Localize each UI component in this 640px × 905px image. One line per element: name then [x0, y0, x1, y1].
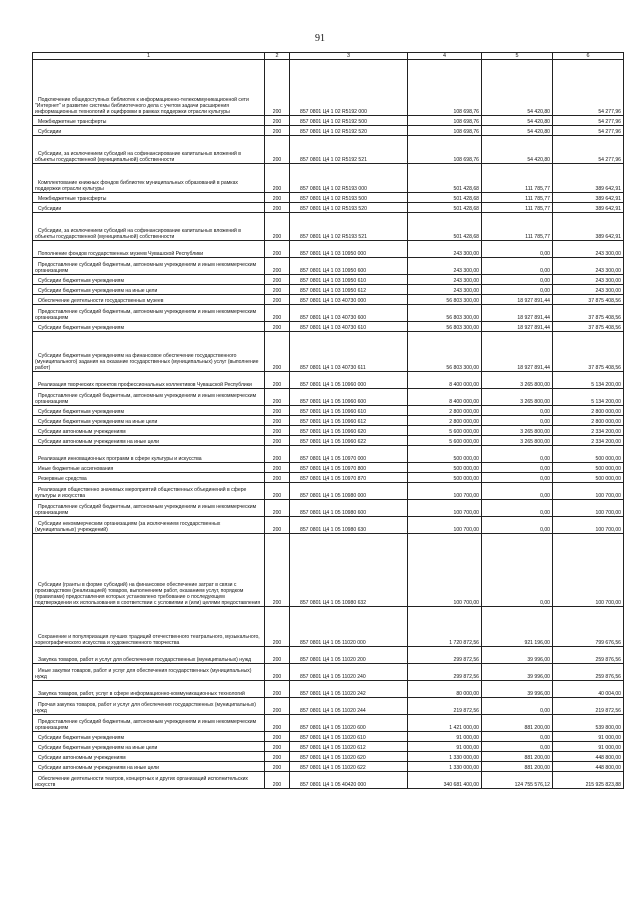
- row-kbk-cell: 857 0801 Ц4 1 02 R5193 521: [290, 213, 408, 241]
- row-plan-cell: 2 800 000,00: [408, 416, 482, 426]
- row-plan-cell: 56 803 300,00: [408, 295, 482, 305]
- row-kbk-cell: 857 0801 Ц4 1 05 40420 000: [290, 772, 408, 789]
- row-kbk-cell: 857 0801 Ц4 1 02 R5193 500: [290, 193, 408, 203]
- row-plan-cell: 56 803 300,00: [408, 332, 482, 372]
- row-code-cell: 200: [265, 164, 290, 193]
- table-row: [33, 416, 624, 426]
- row-name-cell: Предоставление субсидий бюджетным, автономным учреждениям и иным некоммерческим организациям: [33, 389, 265, 406]
- row-plan-cell: 56 803 300,00: [408, 305, 482, 322]
- row-executed-cell: 18 927 891,44: [482, 295, 553, 305]
- row-remainder-cell: 91 000,00: [553, 732, 624, 742]
- row-plan-cell: 243 300,00: [408, 275, 482, 285]
- table-row: [33, 500, 624, 517]
- row-executed-cell: 0,00: [482, 416, 553, 426]
- table-row: [33, 275, 624, 285]
- row-name-cell: Субсидии бюджетным учреждениям: [33, 732, 265, 742]
- row-code-cell: 200: [265, 136, 290, 164]
- row-name-cell: Иные закупки товаров, работ и услуг для обеспечения государственных (муниципальных) нужд: [33, 664, 265, 681]
- row-executed-cell: 18 927 891,44: [482, 322, 553, 332]
- row-executed-cell: 0,00: [482, 732, 553, 742]
- row-name-cell: Субсидии бюджетным учреждениям на иные цели: [33, 416, 265, 426]
- row-code-cell: 200: [265, 203, 290, 213]
- row-remainder-cell: 37 875 408,56: [553, 295, 624, 305]
- row-executed-cell: 54 420,80: [482, 126, 553, 136]
- row-code-cell: 200: [265, 426, 290, 436]
- row-name-cell: Субсидии бюджетным учреждениям на финансовое обеспечение государственного (муниципального) задания на оказание государственных (муниципальных) услуг (выполнение работ): [33, 332, 265, 372]
- row-code-cell: 200: [265, 305, 290, 322]
- row-kbk-cell: 857 0801 Ц4 1 05 10980 600: [290, 500, 408, 517]
- row-plan-cell: 1 720 872,56: [408, 607, 482, 647]
- row-code-cell: 200: [265, 116, 290, 126]
- table-row: [33, 241, 624, 258]
- row-plan-cell: 108 698,76: [408, 60, 482, 116]
- table-row: [33, 213, 624, 241]
- row-code-cell: 200: [265, 752, 290, 762]
- row-code-cell: 200: [265, 295, 290, 305]
- row-code-cell: 200: [265, 241, 290, 258]
- row-kbk-cell: 857 0801 Ц4 1 05 10970 000: [290, 446, 408, 463]
- row-remainder-cell: 259 876,56: [553, 664, 624, 681]
- page-number: 91: [315, 33, 325, 44]
- table-row: [33, 681, 624, 698]
- row-kbk-cell: 857 0801 Ц4 1 03 10950 600: [290, 258, 408, 275]
- row-code-cell: 200: [265, 500, 290, 517]
- row-executed-cell: 0,00: [482, 534, 553, 607]
- row-plan-cell: 500 000,00: [408, 463, 482, 473]
- row-executed-cell: 0,00: [482, 698, 553, 715]
- row-executed-cell: 921 196,00: [482, 607, 553, 647]
- row-plan-cell: 100 700,00: [408, 500, 482, 517]
- row-kbk-cell: 857 0801 Ц4 1 05 11020 600: [290, 715, 408, 732]
- row-kbk-cell: 857 0801 Ц4 1 05 10970 870: [290, 473, 408, 483]
- row-name-cell: Субсидии, за исключением субсидий на софинансирование капитальных вложений в объекты государственной (муниципальной) собственности: [33, 213, 265, 241]
- row-code-cell: 200: [265, 126, 290, 136]
- row-kbk-cell: 857 0801 Ц4 1 05 10960 612: [290, 416, 408, 426]
- row-code-cell: 200: [265, 213, 290, 241]
- table-row: [33, 203, 624, 213]
- row-plan-cell: 5 600 000,00: [408, 426, 482, 436]
- table-row: [33, 193, 624, 203]
- row-code-cell: 200: [265, 607, 290, 647]
- table-row: [33, 473, 624, 483]
- table-row: [33, 664, 624, 681]
- column-header: 2: [265, 53, 290, 60]
- table-row: [33, 164, 624, 193]
- row-plan-cell: 56 803 300,00: [408, 322, 482, 332]
- row-executed-cell: 18 927 891,44: [482, 305, 553, 322]
- row-code-cell: 200: [265, 534, 290, 607]
- row-plan-cell: 501 428,68: [408, 193, 482, 203]
- row-kbk-cell: 857 0801 Ц4 1 02 R5192 520: [290, 126, 408, 136]
- row-kbk-cell: 857 0801 Ц4 1 02 R5193 000: [290, 164, 408, 193]
- table-row: [33, 534, 624, 607]
- row-executed-cell: 111 785,77: [482, 164, 553, 193]
- row-plan-cell: 501 428,68: [408, 203, 482, 213]
- row-kbk-cell: 857 0801 Ц4 1 05 11020 240: [290, 664, 408, 681]
- table-row: [33, 732, 624, 742]
- row-name-cell: Реализация творческих проектов профессиональных коллективов Чувашской Республики: [33, 372, 265, 389]
- row-kbk-cell: 857 0801 Ц4 1 02 R5192 521: [290, 136, 408, 164]
- row-executed-cell: 0,00: [482, 275, 553, 285]
- row-remainder-cell: 54 277,96: [553, 136, 624, 164]
- row-name-cell: Иные бюджетные ассигнования: [33, 463, 265, 473]
- row-plan-cell: 243 300,00: [408, 258, 482, 275]
- row-plan-cell: 1 330 000,00: [408, 762, 482, 772]
- row-executed-cell: 0,00: [482, 258, 553, 275]
- row-code-cell: 200: [265, 762, 290, 772]
- row-code-cell: 200: [265, 416, 290, 426]
- row-executed-cell: 3 265 800,00: [482, 436, 553, 446]
- row-executed-cell: 0,00: [482, 285, 553, 295]
- row-plan-cell: 8 400 000,00: [408, 389, 482, 406]
- row-remainder-cell: 2 334 200,00: [553, 436, 624, 446]
- table-row: [33, 285, 624, 295]
- row-name-cell: Комплектование книжных фондов библиотек муниципальных образований в рамках поддержки отрасли культуры: [33, 164, 265, 193]
- row-remainder-cell: 389 642,91: [553, 164, 624, 193]
- row-executed-cell: 881 200,00: [482, 762, 553, 772]
- row-code-cell: 200: [265, 258, 290, 275]
- row-kbk-cell: 857 0801 Ц4 1 05 10960 610: [290, 406, 408, 416]
- row-remainder-cell: 100 700,00: [553, 483, 624, 500]
- row-kbk-cell: 857 0801 Ц4 1 03 40730 000: [290, 295, 408, 305]
- row-remainder-cell: 539 800,00: [553, 715, 624, 732]
- row-code-cell: 200: [265, 332, 290, 372]
- row-plan-cell: 299 872,56: [408, 664, 482, 681]
- row-remainder-cell: 500 000,00: [553, 473, 624, 483]
- row-name-cell: Субсидии некоммерческим организациям (за исключением государственных (муниципальных) учреждений): [33, 517, 265, 534]
- row-plan-cell: 1 421 000,00: [408, 715, 482, 732]
- row-name-cell: Предоставление субсидий бюджетным, автономным учреждениям и иным некоммерческим организациям: [33, 715, 265, 732]
- table-row: [33, 60, 624, 116]
- row-kbk-cell: 857 0801 Ц4 1 05 10980 630: [290, 517, 408, 534]
- row-kbk-cell: 857 0801 Ц4 1 05 10980 632: [290, 534, 408, 607]
- row-executed-cell: 54 420,80: [482, 60, 553, 116]
- column-header: 5: [482, 53, 553, 60]
- row-executed-cell: 3 265 800,00: [482, 389, 553, 406]
- row-kbk-cell: 857 0801 Ц4 1 03 10950 610: [290, 275, 408, 285]
- row-code-cell: 200: [265, 193, 290, 203]
- row-name-cell: Субсидии бюджетным учреждениям на иные цели: [33, 742, 265, 752]
- row-remainder-cell: 215 925 823,88: [553, 772, 624, 789]
- table-row: [33, 305, 624, 322]
- row-executed-cell: 0,00: [482, 500, 553, 517]
- row-kbk-cell: 857 0801 Ц4 1 05 11020 000: [290, 607, 408, 647]
- row-kbk-cell: 857 0801 Ц4 1 05 10960 622: [290, 436, 408, 446]
- row-code-cell: 200: [265, 715, 290, 732]
- row-executed-cell: 0,00: [482, 517, 553, 534]
- table-row: [33, 517, 624, 534]
- column-header: 3: [290, 53, 408, 60]
- row-plan-cell: 219 872,56: [408, 698, 482, 715]
- table-row: [33, 322, 624, 332]
- row-code-cell: 200: [265, 681, 290, 698]
- row-executed-cell: 0,00: [482, 473, 553, 483]
- table-row: [33, 126, 624, 136]
- row-remainder-cell: 243 300,00: [553, 275, 624, 285]
- row-kbk-cell: 857 0801 Ц4 1 05 11020 620: [290, 752, 408, 762]
- row-name-cell: Предоставление субсидий бюджетным, автономным учреждениям и иным некоммерческим организациям: [33, 258, 265, 275]
- table-header-row: [33, 53, 624, 60]
- table-row: [33, 372, 624, 389]
- row-plan-cell: 91 000,00: [408, 732, 482, 742]
- row-plan-cell: 500 000,00: [408, 446, 482, 463]
- row-kbk-cell: 857 0801 Ц4 1 02 R5192 000: [290, 60, 408, 116]
- row-name-cell: Прочая закупка товаров, работ и услуг для обеспечения государственных (муниципальных) нужд: [33, 698, 265, 715]
- row-remainder-cell: 500 000,00: [553, 446, 624, 463]
- budget-table: [32, 52, 624, 789]
- row-code-cell: 200: [265, 389, 290, 406]
- row-executed-cell: 39 996,00: [482, 664, 553, 681]
- row-remainder-cell: 2 334 200,00: [553, 426, 624, 436]
- table-row: [33, 698, 624, 715]
- row-plan-cell: 108 698,76: [408, 116, 482, 126]
- row-name-cell: Субсидии автономным учреждениям: [33, 426, 265, 436]
- column-header: 4: [408, 53, 482, 60]
- row-kbk-cell: 857 0801 Ц4 1 05 10980 000: [290, 483, 408, 500]
- row-executed-cell: 54 420,80: [482, 116, 553, 126]
- row-name-cell: Межбюджетные трансферты: [33, 193, 265, 203]
- row-name-cell: Обеспечение деятельности театров, концертных и других организаций исполнительских искусств: [33, 772, 265, 789]
- row-code-cell: 200: [265, 275, 290, 285]
- row-plan-cell: 108 698,76: [408, 126, 482, 136]
- row-remainder-cell: 448 800,00: [553, 752, 624, 762]
- row-code-cell: 200: [265, 473, 290, 483]
- table-row: [33, 752, 624, 762]
- table-row: [33, 116, 624, 126]
- row-remainder-cell: 448 800,00: [553, 762, 624, 772]
- row-plan-cell: 100 700,00: [408, 517, 482, 534]
- row-plan-cell: 500 000,00: [408, 473, 482, 483]
- row-code-cell: 200: [265, 446, 290, 463]
- row-remainder-cell: 54 277,96: [553, 116, 624, 126]
- row-name-cell: Закупка товаров, работ и услуг для обеспечения государственных (муниципальных) нужд: [33, 647, 265, 664]
- row-name-cell: Резервные средства: [33, 473, 265, 483]
- row-plan-cell: 501 428,68: [408, 164, 482, 193]
- row-remainder-cell: 100 700,00: [553, 517, 624, 534]
- table-row: [33, 715, 624, 732]
- row-code-cell: 200: [265, 436, 290, 446]
- row-kbk-cell: 857 0801 Ц4 1 02 R5192 500: [290, 116, 408, 126]
- row-plan-cell: 108 698,76: [408, 136, 482, 164]
- row-code-cell: 200: [265, 322, 290, 332]
- row-name-cell: Предоставление субсидий бюджетным, автономным учреждениям и иным некоммерческим организациям: [33, 500, 265, 517]
- row-kbk-cell: 857 0801 Ц4 1 03 40730 610: [290, 322, 408, 332]
- row-code-cell: 200: [265, 285, 290, 295]
- row-name-cell: Субсидии: [33, 203, 265, 213]
- row-kbk-cell: 857 0801 Ц4 1 03 40730 611: [290, 332, 408, 372]
- row-executed-cell: 881 200,00: [482, 715, 553, 732]
- table-row: [33, 136, 624, 164]
- row-code-cell: 200: [265, 698, 290, 715]
- row-executed-cell: 18 927 891,44: [482, 332, 553, 372]
- row-name-cell: Субсидии автономным учреждениям на иные цели: [33, 436, 265, 446]
- row-remainder-cell: 5 134 200,00: [553, 389, 624, 406]
- row-executed-cell: 124 755 576,12: [482, 772, 553, 789]
- row-name-cell: Предоставление субсидий бюджетным, автономным учреждениям и иным некоммерческим организациям: [33, 305, 265, 322]
- row-name-cell: Субсидии бюджетным учреждениям: [33, 406, 265, 416]
- row-remainder-cell: 2 800 000,00: [553, 416, 624, 426]
- row-remainder-cell: 2 800 000,00: [553, 406, 624, 416]
- row-kbk-cell: 857 0801 Ц4 1 05 10960 600: [290, 389, 408, 406]
- row-executed-cell: 0,00: [482, 463, 553, 473]
- row-remainder-cell: 243 300,00: [553, 258, 624, 275]
- table-row: [33, 406, 624, 416]
- table-row: [33, 436, 624, 446]
- row-name-cell: Реализация инновационных программ в сфере культуры и искусства: [33, 446, 265, 463]
- row-code-cell: 200: [265, 647, 290, 664]
- row-remainder-cell: 54 277,96: [553, 126, 624, 136]
- row-executed-cell: 0,00: [482, 742, 553, 752]
- table-row: [33, 258, 624, 275]
- row-code-cell: 200: [265, 664, 290, 681]
- row-plan-cell: 243 300,00: [408, 241, 482, 258]
- table-row: [33, 742, 624, 752]
- row-executed-cell: 0,00: [482, 406, 553, 416]
- table-row: [33, 332, 624, 372]
- row-remainder-cell: 91 000,00: [553, 742, 624, 752]
- row-remainder-cell: 40 004,00: [553, 681, 624, 698]
- row-name-cell: Субсидии автономным учреждениям на иные цели: [33, 762, 265, 772]
- row-remainder-cell: 500 000,00: [553, 463, 624, 473]
- row-executed-cell: 111 785,77: [482, 203, 553, 213]
- row-code-cell: 200: [265, 772, 290, 789]
- row-code-cell: 200: [265, 372, 290, 389]
- row-executed-cell: 39 996,00: [482, 681, 553, 698]
- row-executed-cell: 3 265 800,00: [482, 372, 553, 389]
- row-remainder-cell: 100 700,00: [553, 534, 624, 607]
- row-remainder-cell: 243 300,00: [553, 285, 624, 295]
- row-executed-cell: 881 200,00: [482, 752, 553, 762]
- table-row: [33, 647, 624, 664]
- row-kbk-cell: 857 0801 Ц4 1 03 10950 000: [290, 241, 408, 258]
- table-row: [33, 762, 624, 772]
- row-name-cell: Пополнение фондов государственных музеев Чувашской Республики: [33, 241, 265, 258]
- table-row: [33, 426, 624, 436]
- row-code-cell: 200: [265, 483, 290, 500]
- row-kbk-cell: 857 0801 Ц4 1 05 11020 610: [290, 732, 408, 742]
- row-plan-cell: 501 428,68: [408, 213, 482, 241]
- row-plan-cell: 100 700,00: [408, 483, 482, 500]
- row-plan-cell: 80 000,00: [408, 681, 482, 698]
- row-remainder-cell: 799 676,56: [553, 607, 624, 647]
- row-executed-cell: 0,00: [482, 483, 553, 500]
- table-row: [33, 607, 624, 647]
- row-remainder-cell: 219 872,56: [553, 698, 624, 715]
- row-plan-cell: 5 600 000,00: [408, 436, 482, 446]
- row-name-cell: Субсидии бюджетным учреждениям: [33, 275, 265, 285]
- row-kbk-cell: 857 0801 Ц4 1 05 10960 620: [290, 426, 408, 436]
- row-code-cell: 200: [265, 517, 290, 534]
- row-plan-cell: 340 681 400,00: [408, 772, 482, 789]
- row-remainder-cell: 100 700,00: [553, 500, 624, 517]
- row-executed-cell: 3 265 800,00: [482, 426, 553, 436]
- column-header: 1: [33, 53, 265, 60]
- row-code-cell: 200: [265, 732, 290, 742]
- row-plan-cell: 243 300,00: [408, 285, 482, 295]
- row-name-cell: Обеспечение деятельности государственных музеев: [33, 295, 265, 305]
- row-name-cell: Межбюджетные трансферты: [33, 116, 265, 126]
- row-name-cell: Закупка товаров, работ, услуг в сфере информационно-коммуникационных технологий: [33, 681, 265, 698]
- row-name-cell: Реализация общественно значимых мероприятий общественных объединений в сфере культуры и искусства: [33, 483, 265, 500]
- row-kbk-cell: 857 0801 Ц4 1 05 10970 800: [290, 463, 408, 473]
- row-executed-cell: 111 785,77: [482, 193, 553, 203]
- row-remainder-cell: 37 875 408,56: [553, 332, 624, 372]
- row-kbk-cell: 857 0801 Ц4 1 05 11020 200: [290, 647, 408, 664]
- row-name-cell: Субсидии (гранты в форме субсидий) на финансовое обеспечение затрат в связи с производством (реализацией) товаров, выполнением работ, оказанием услуг, порядком (правилами) предоставления которых установлено требование о последующем подтверждении их использования в соответствии с условиями и (или) целями предоставления: [33, 534, 265, 607]
- table-row: [33, 772, 624, 789]
- row-name-cell: Подключение общедоступных библиотек к информационно-телекоммуникационной сети "Интернет" и развитие системы библиотечного дела с учетом задачи расширения информационных технологий и оцифровки в рамках поддержки отрасли культуры: [33, 60, 265, 116]
- row-kbk-cell: 857 0801 Ц4 1 05 11020 622: [290, 762, 408, 772]
- row-plan-cell: 91 000,00: [408, 742, 482, 752]
- row-kbk-cell: 857 0801 Ц4 1 02 R5193 520: [290, 203, 408, 213]
- row-remainder-cell: 243 300,00: [553, 241, 624, 258]
- row-kbk-cell: 857 0801 Ц4 1 03 10950 612: [290, 285, 408, 295]
- table-row: [33, 463, 624, 473]
- row-executed-cell: 0,00: [482, 241, 553, 258]
- row-plan-cell: 299 872,56: [408, 647, 482, 664]
- row-plan-cell: 1 330 000,00: [408, 752, 482, 762]
- row-executed-cell: 111 785,77: [482, 213, 553, 241]
- row-remainder-cell: 389 642,91: [553, 213, 624, 241]
- column-header: 6: [553, 53, 624, 60]
- table-row: [33, 483, 624, 500]
- row-executed-cell: 54 420,80: [482, 136, 553, 164]
- row-plan-cell: 2 800 000,00: [408, 406, 482, 416]
- budget-table-body: [33, 53, 624, 789]
- row-kbk-cell: 857 0801 Ц4 1 05 11020 612: [290, 742, 408, 752]
- row-executed-cell: 0,00: [482, 446, 553, 463]
- row-remainder-cell: 389 642,91: [553, 193, 624, 203]
- row-remainder-cell: 389 642,91: [553, 203, 624, 213]
- row-name-cell: Субсидии бюджетным учреждениям: [33, 322, 265, 332]
- table-row: [33, 389, 624, 406]
- row-kbk-cell: 857 0801 Ц4 1 03 40730 600: [290, 305, 408, 322]
- row-code-cell: 200: [265, 406, 290, 416]
- row-executed-cell: 39 996,00: [482, 647, 553, 664]
- row-remainder-cell: 5 134 200,00: [553, 372, 624, 389]
- row-name-cell: Субсидии: [33, 126, 265, 136]
- row-code-cell: 200: [265, 463, 290, 473]
- row-kbk-cell: 857 0801 Ц4 1 05 11020 242: [290, 681, 408, 698]
- table-row: [33, 295, 624, 305]
- row-kbk-cell: 857 0801 Ц4 1 05 10960 000: [290, 372, 408, 389]
- row-plan-cell: 100 700,00: [408, 534, 482, 607]
- row-code-cell: 200: [265, 60, 290, 116]
- row-name-cell: Субсидии бюджетным учреждениям на иные цели: [33, 285, 265, 295]
- row-plan-cell: 8 400 000,00: [408, 372, 482, 389]
- row-kbk-cell: 857 0801 Ц4 1 05 11020 244: [290, 698, 408, 715]
- row-remainder-cell: 259 876,56: [553, 647, 624, 664]
- table-row: [33, 446, 624, 463]
- row-name-cell: Сохранение и популяризация лучших традиций отечественного театрального, музыкального, хореографического искусства и художественного творчества: [33, 607, 265, 647]
- row-code-cell: 200: [265, 742, 290, 752]
- row-remainder-cell: 37 875 408,56: [553, 322, 624, 332]
- row-name-cell: Субсидии автономным учреждениям: [33, 752, 265, 762]
- row-name-cell: Субсидии, за исключением субсидий на софинансирование капитальных вложений в объекты государственной (муниципальной) собственности: [33, 136, 265, 164]
- row-remainder-cell: 37 875 408,56: [553, 305, 624, 322]
- row-remainder-cell: 54 277,96: [553, 60, 624, 116]
